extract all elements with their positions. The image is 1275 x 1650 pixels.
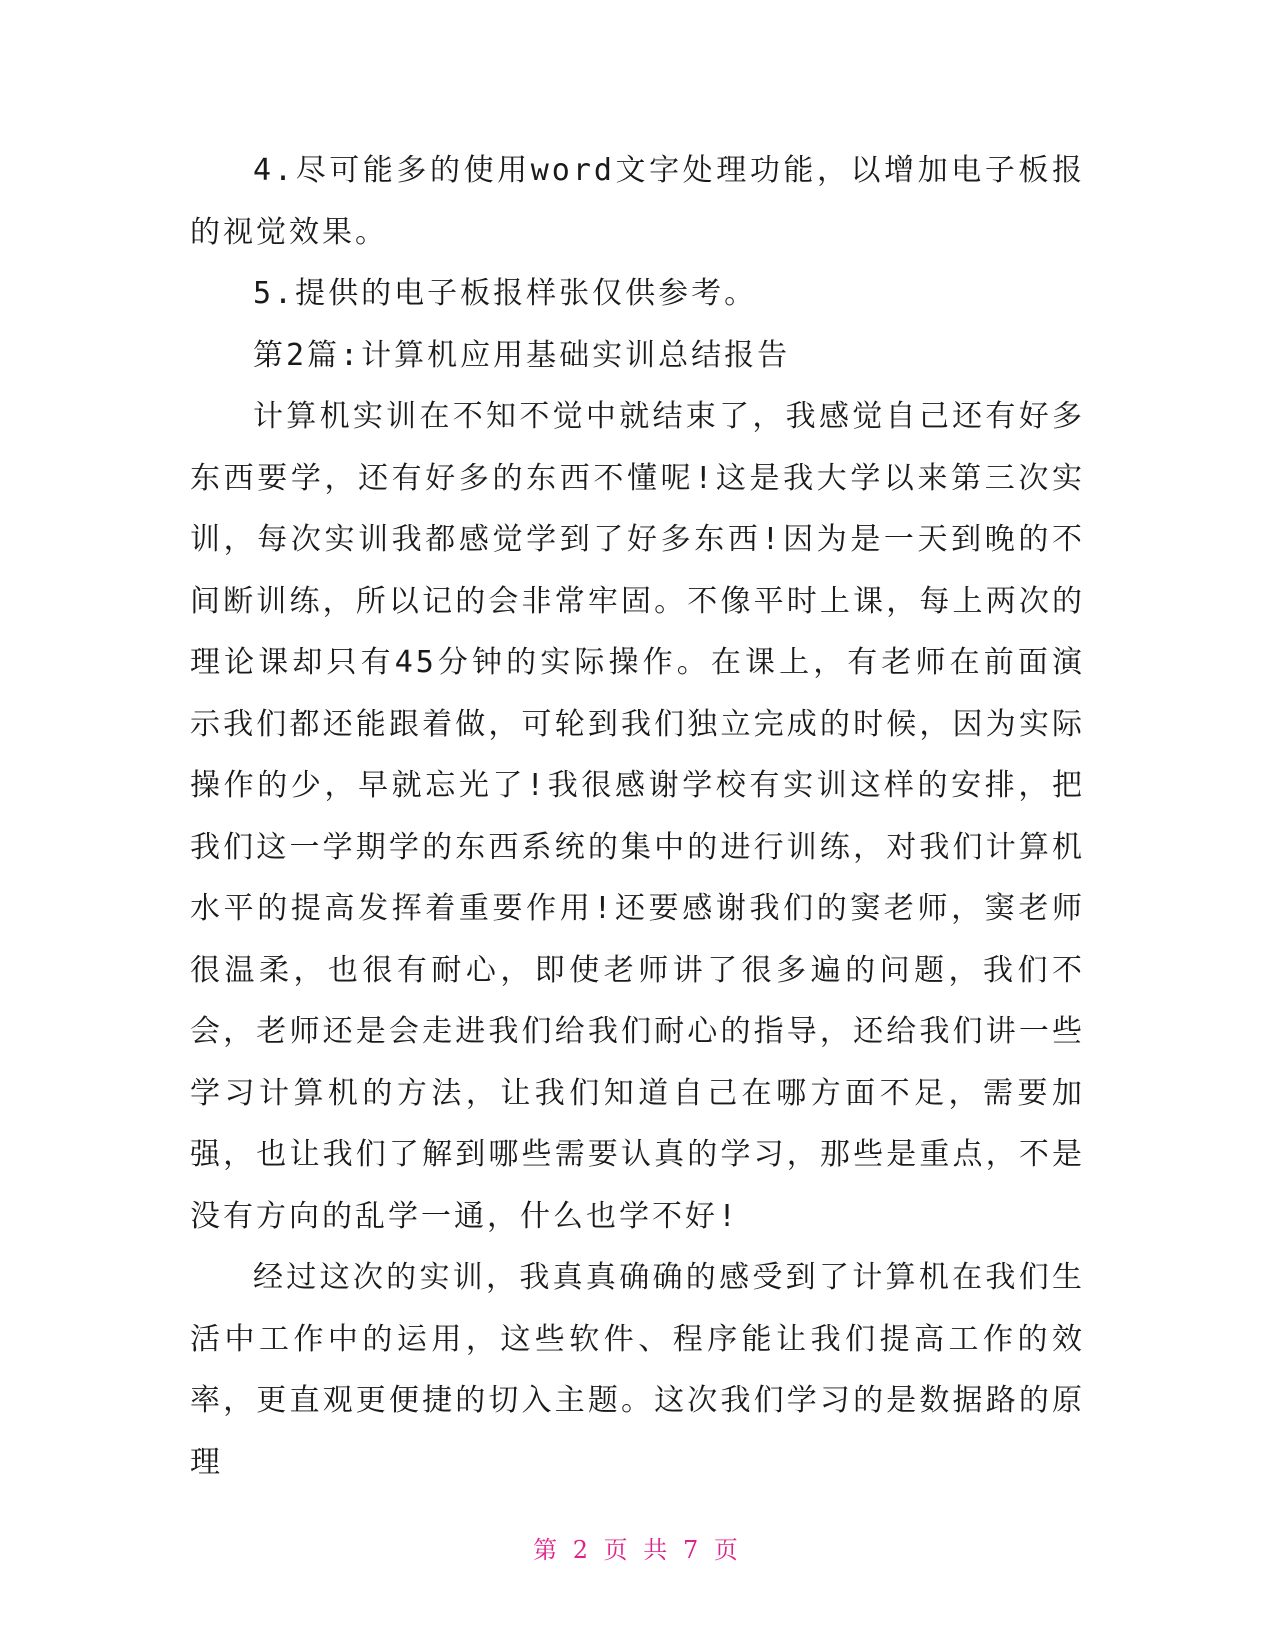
page-number-footer: 第 2 页 共 7 页 [533, 1536, 742, 1564]
paragraph-body-1: 计算机实训在不知不觉中就结束了，我感觉自己还有好多东西要学，还有好多的东西不懂呢!这是我大学以来第三次实训，每次实训我都感觉学到了好多东西!因为是一天到晚的不间断训练，所以记的会非常牢固。不像平时上课，每上两次的理论课却只有45分钟的实际操作。在课上，有老师在前面演示我们都还能跟着做，可轮到我们独立完成的时候，因为实际操作的少，早就忘光了!我很感谢学校有实训这样的安排，把我们这一学期学的东西系统的集中的进行训练，对我们计算机水平的提高发挥着重要作用!还要感谢我们的窦老师，窦老师很温柔，也很有耐心，即使老师讲了很多遍的问题，我们不会，老师还是会走进我们给我们耐心的指导，还给我们讲一些学习计算机的方法，让我们知道自己在哪方面不足，需要加强，也让我们了解到哪些需要认真的学习，那些是重点，不是没有方向的乱学一通，什么也学不好! [190, 399, 1085, 1234]
section-heading: 第2篇:计算机应用基础实训总结报告 [253, 337, 791, 373]
document-body [190, 140, 1085, 1493]
paragraph-item-5: 5.提供的电子板报样张仅供参考。 [253, 276, 758, 311]
paragraph-item-4: 4.尽可能多的使用word文字处理功能，以增加电子板报的视觉效果。 [190, 153, 1085, 250]
paragraph-body-2: 经过这次的实训，我真真确确的感受到了计算机在我们生活中工作中的运用，这些软件、程序能让我们提高工作的效率，更直观更便捷的切入主题。这次我们学习的是数据路的原理 [190, 1260, 1085, 1480]
